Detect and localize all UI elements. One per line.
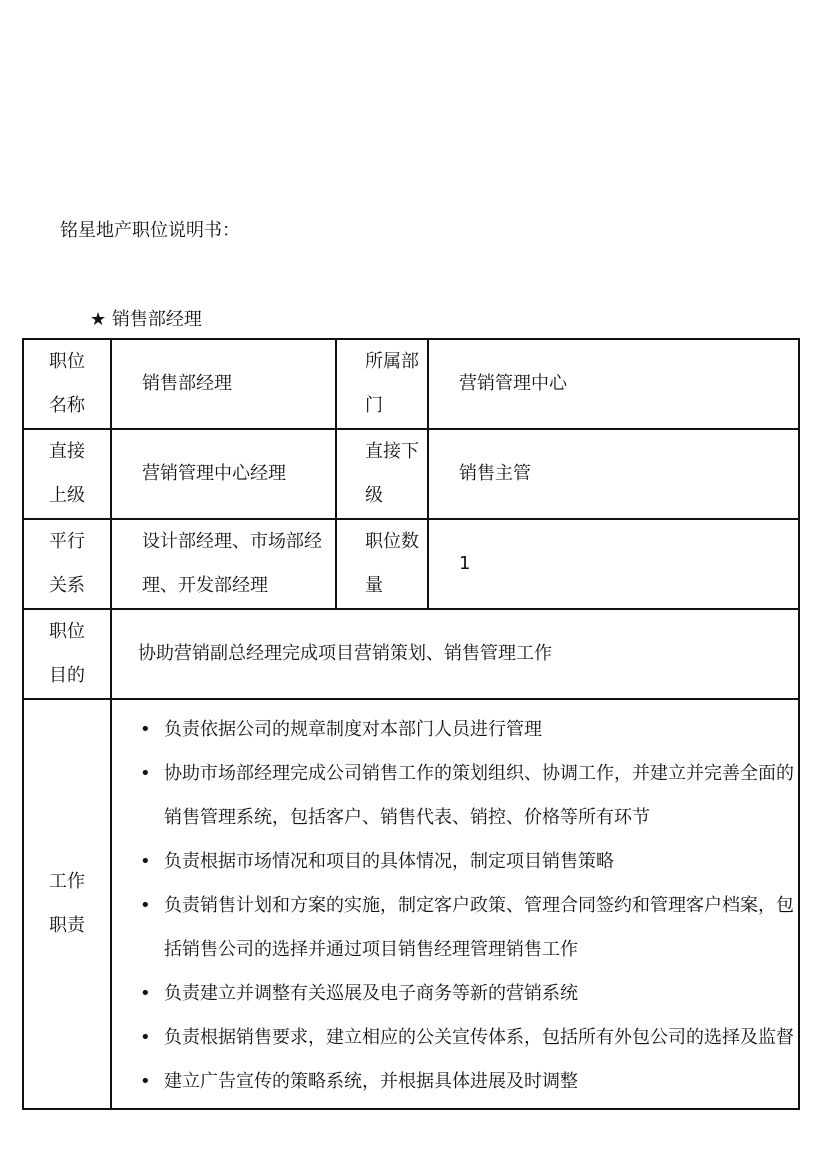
bullet-icon: • <box>140 763 151 784</box>
list-item: • 负责销售计划和方案的实施，制定客户政策、管理合同签约和管理客户档案，包括销售公司的选择并通过项目销售经理管理销售工作 <box>112 884 798 972</box>
bullet-icon: • <box>140 895 151 916</box>
document-title: 铭星地产职位说明书： <box>60 220 240 241</box>
cell-label: 职位数量 <box>365 531 419 596</box>
bullet-icon: • <box>140 1027 151 1048</box>
table-row <box>23 609 799 699</box>
table-row <box>23 699 799 1109</box>
bullet-icon: • <box>140 1071 151 1092</box>
star-icon: ★ <box>90 309 107 330</box>
section-title: 销售部经理 <box>111 309 202 330</box>
list-item: • 负责建立并调整有关巡展及电子商务等新的营销系统 <box>112 972 798 1016</box>
duties-list <box>112 700 798 1108</box>
list-item: • 负责根据销售要求，建立相应的公关宣传体系，包括所有外包公司的选择及监督 <box>112 1016 798 1060</box>
bullet-icon: • <box>140 851 151 872</box>
cell-label: 直接上级 <box>49 441 85 506</box>
cell-value: 设计部经理、市场部经理、开发部经理 <box>142 531 322 596</box>
cell-value: 协助营销副总经理完成项目营销策划、销售管理工作 <box>138 643 552 664</box>
cell-label: 直接下级 <box>365 441 419 506</box>
table-row <box>23 519 799 609</box>
cell-label: 平行关系 <box>49 531 85 596</box>
bullet-icon: • <box>140 719 151 740</box>
section-heading <box>90 305 202 331</box>
table-row <box>23 429 799 519</box>
job-description-table <box>22 338 800 1110</box>
list-item: • 协助市场部经理完成公司销售工作的策划组织、协调工作，并建立并完善全面的销售管理系统，包括客户、销售代表、销控、价格等所有环节 <box>112 752 798 840</box>
cell-value: 销售部经理 <box>142 373 232 394</box>
cell-value: 销售主管 <box>459 463 531 484</box>
cell-label: 职位目的 <box>49 621 85 686</box>
cell-label: 职位名称 <box>49 351 85 416</box>
table-row <box>23 339 799 429</box>
cell-label: 工作职责 <box>49 871 85 936</box>
cell-value: 营销管理中心 <box>459 373 567 394</box>
list-item: • 负责依据公司的规章制度对本部门人员进行管理 <box>112 708 798 752</box>
cell-value: 1 <box>459 553 471 574</box>
bullet-icon: • <box>140 983 151 1004</box>
list-item: • 建立广告宣传的策略系统，并根据具体进展及时调整 <box>112 1060 798 1104</box>
list-item: • 负责根据市场情况和项目的具体情况，制定项目销售策略 <box>112 840 798 884</box>
cell-value: 营销管理中心经理 <box>142 463 286 484</box>
cell-label: 所属部门 <box>365 351 419 416</box>
